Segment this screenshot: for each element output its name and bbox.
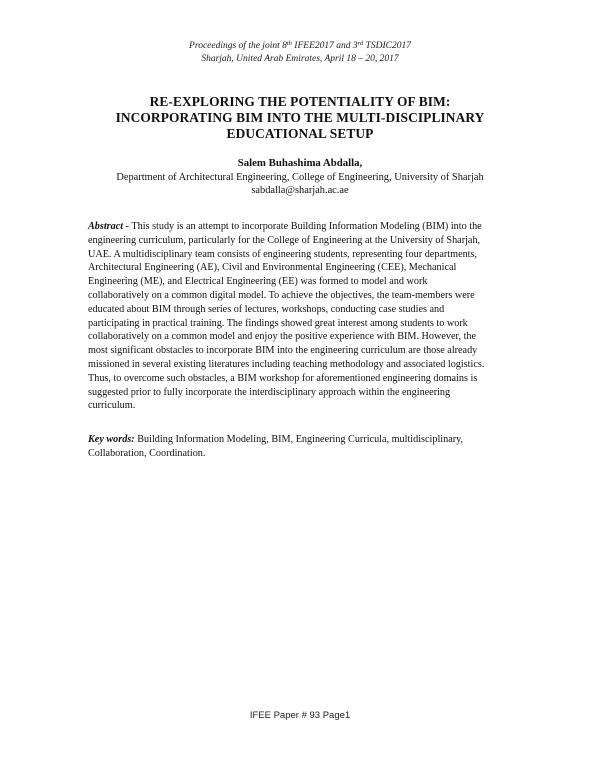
paper-title: [60, 94, 540, 142]
author-block: [0, 157, 600, 198]
title-line: RE-EXPLORING THE POTENTIALITY OF BIM:: [149, 94, 451, 109]
abstract-line: UAE. A multidisciplinary team consists of engineering students, representing four departments,: [88, 248, 478, 260]
abstract-line: engineering curriculum, particularly for the College of Engineering at the University of Sharjah,: [88, 234, 481, 246]
abstract-line: curriculum.: [88, 400, 136, 412]
title-line: INCORPORATING BIM INTO THE MULTI-DISCIPLINARY: [115, 110, 485, 125]
keywords-label: Key words:: [88, 434, 135, 445]
keywords-section: [88, 433, 518, 461]
abstract-line: [88, 220, 518, 234]
abstract-line: suggested prior to fully incorporate the interdisciplinary approach within the engineering: [88, 386, 451, 398]
location-line: Sharjah, United Arab Emirates, April 18 – 20, 2017: [201, 54, 399, 64]
abstract-line: participating in practical training. The findings showed great interest among students to work: [88, 317, 468, 329]
keywords-line: Collaboration, Coordination.: [88, 447, 206, 459]
abstract-line: collaboratively on a common digital model. To achieve the objectives, the team-members were: [88, 289, 475, 301]
abstract-line: Engineering (ME), and Electrical Engineering (EE) was formed to model and work: [88, 276, 428, 288]
author-email[interactable]: sabdalla@sharjah.ac.ae: [251, 185, 349, 196]
page-footer: IFEE Paper # 93 Page1: [249, 710, 351, 721]
abstract-line: missioned in several existing literatures including teaching methodology and associated logistics.: [88, 358, 485, 370]
abstract-label: Abstract: [88, 221, 124, 232]
author-name: Salem Buhashima Abdalla,: [237, 157, 363, 169]
keywords-text: Building Information Modeling, BIM, Engineering Curricula, multidisciplinary,: [134, 434, 464, 445]
abstract-text: - This study is an attempt to incorporate Building Information Modeling (BIM) into the: [123, 221, 482, 232]
proceedings-line: [0, 40, 600, 53]
abstract-line: Architectural Engineering (AE), Civil and Environmental Engineering (CEE), Mechanical: [88, 262, 457, 274]
abstract-line: Thus, to overcome such obstacles, a BIM workshop for aforementioned engineering domains is: [88, 372, 478, 384]
proceedings-header: [0, 40, 600, 66]
abstract-line: collaboratively on a common model and enjoy the positive experience with BIM. However, the: [88, 331, 477, 343]
proceedings-suffix: TSDIC2017: [363, 41, 411, 51]
author-affiliation: Department of Architectural Engineering, College of Engineering, University of Sharjah: [116, 171, 484, 183]
proceedings-middle: IFEE2017 and 3: [291, 41, 358, 51]
abstract-line: educated about BIM through series of lectures, workshops, conducting case studies and: [88, 303, 445, 315]
keywords-line: [88, 433, 518, 447]
proceedings-prefix: Proceedings of the joint 8: [189, 41, 287, 51]
abstract-line: most significant obstacles to incorporate BIM into the engineering curriculum are those already: [88, 345, 478, 357]
title-line: EDUCATIONAL SETUP: [226, 126, 374, 141]
abstract-section: [88, 220, 518, 413]
proceedings-sup-ordinal: rd: [357, 40, 364, 47]
proceedings-sup-ordinal: th: [286, 40, 292, 47]
